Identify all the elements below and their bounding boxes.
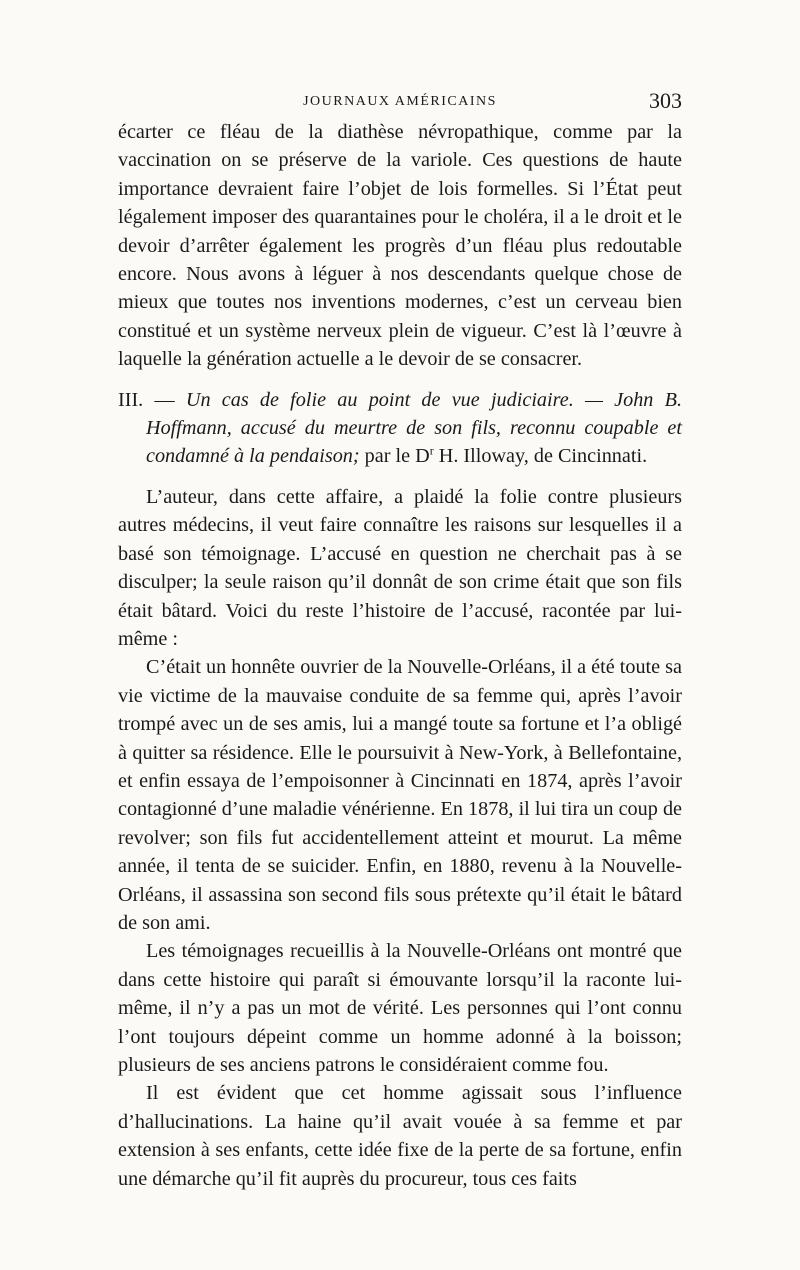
paragraph: Il est évident que cet homme agissait sous l’influence d’hallucinations. La haine qu’il avait vouée à sa femme et par extension à ses enfants, cette idée fixe de la perte de sa fortune, enfin une démarche qu’il fit auprès du procureur, tous ces faits — [118, 1082, 682, 1190]
section-byline: par le D — [359, 445, 430, 468]
section-number: III. — — [118, 388, 186, 411]
section-gap — [118, 471, 682, 483]
section-title: Un cas de folie au point de vue judiciaire. — John B. Hoffmann, accusé du meurtre de son fils, reconnu coupable et condamné à la pendaison; — [146, 388, 682, 468]
running-title: JOURNAUX AMÉRICAINS — [303, 94, 497, 109]
book-page — [118, 88, 682, 1193]
paragraph: C’était un honnête ouvrier de la Nouvelle-Orléans, il a été toute sa vie victime de la mauvaise conduite de sa femme qui, après l’avoir trompé avec un de ses amis, lui a mangé toute sa fortune et l’a obligé à quitter sa résidence. Elle le poursuivit à New-York, à Bellefontaine, et enfin essaya de l’empoisonner à Cincinnati en 1874, après l’avoir contagionné d’une maladie vénérienne. En 1878, il lui tira un coup de revolver; son fils fut accidentellement atteint et mourut. La même année, il tenta de se suicider. Enfin, en 1880, revenu à la Nouvelle-Orléans, il assassina son second fils sous prétexte qu’il était le bâtard de son ami. — [118, 656, 682, 934]
doctor-abbrev-superscript: r — [429, 443, 434, 458]
section-author: H. Illoway, de Cincinnati. — [433, 445, 648, 468]
paragraph-continued: écarter ce fléau de la diathèse névropathique, comme par la vaccination on se préserve de la variole. Ces questions de haute importance devraient faire l’objet de lois formelles. Si l’État peut légalement imposer des quarantaines pour le choléra, il a le droit et le devoir d’arrêter également les progrès d’un fléau plus redoutable encore. Nous avons à léguer à nos descendants quelque chose de mieux que toutes nos inventions modernes, c’est un cerveau bien constitué et un système nerveux plein de vigueur. C’est là l’œuvre à laquelle la génération actuelle a le devoir de se consacrer. — [118, 121, 682, 371]
running-head — [118, 88, 682, 118]
paragraph: Les témoignages recueillis à la Nouvelle-Orléans ont montré que dans cette histoire qui paraît si émouvante lorsqu’il la raconte lui-même, il n’y a pas un mot de vérité. Les personnes qui l’ont connu l’ont toujours dépeint comme un homme adonné à la boisson; plusieurs de ses anciens patrons le considéraient comme fou. — [118, 940, 682, 1076]
page-number: 303 — [649, 88, 682, 113]
paragraph: L’auteur, dans cette affaire, a plaidé la folie contre plusieurs autres médecins, il veut faire connaître les raisons sur lesquelles il a basé son témoignage. L’accusé en question ne cherchait pas à se disculper; la seule raison qu’il donnât de son crime était que son fils était bâtard. Voici du reste l’histoire de l’accusé, racontée par lui-même : — [118, 485, 682, 650]
section-heading — [118, 386, 682, 471]
section-gap — [118, 374, 682, 386]
